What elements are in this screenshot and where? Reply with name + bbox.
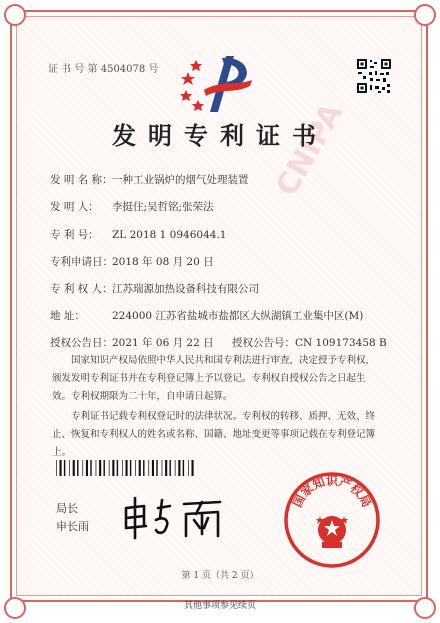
seal-text: 国家知识产权局 [290,473,374,510]
corner-ornament [4,4,26,26]
field-patentee [50,281,259,296]
corner-ornament [414,4,436,26]
barcode-bar [90,460,91,476]
barcode-bar [77,460,78,476]
field-value: ZL 2018 1 0946044.1 [112,229,227,241]
barcode-bar [188,460,189,476]
barcode-bar [99,460,101,476]
barcode-bar [175,460,176,476]
field-value: 一种工业锅炉的烟气处理装置 [112,174,249,186]
field-value: 李挺住;吴哲铭;张荣法 [112,201,214,213]
barcode-bar [86,460,88,476]
field-value: 2018 年 08 月 20 日 [112,256,214,268]
field-label: 专利申请日： [50,256,113,268]
barcode-bar [135,460,136,476]
barcode-bar [69,460,70,476]
barcode-bar [130,460,131,476]
barcode-bar [183,460,184,476]
field-announcement-number [232,335,387,350]
director-title: 局长 [56,502,78,515]
field-value: CN 109173458 B [295,337,387,349]
barcode-bar [170,460,171,476]
footer-note: 其他事项参见续页 [183,601,256,611]
barcode-bar [109,460,110,476]
barcode-bar [156,460,157,476]
field-value: 224000 江苏省盐城市盐都区大纵湖镇工业集中区(M) [112,310,364,322]
barcode-bar [112,460,114,476]
barcode-bar [60,460,62,476]
field-label: 授权公告号： [232,337,295,349]
barcode-bar [73,460,75,476]
field-inventors [50,199,214,214]
field-label: 专 利 号： [50,229,99,241]
field-invention-name [50,172,249,187]
field-grant-date [50,335,214,350]
paragraph-grant-statement: 国家知识产权局依照中华人民共和国专利法进行审查，决定授予专利权，颁发发明专利证书并在专利登记簿上予以登记。专利权自授权公告之日起生效。专利权期限为二十年，自申请日起算。 [52,355,376,402]
certificate-title: 发明专利证书 [112,121,328,150]
barcode-bar [165,460,167,476]
field-label: 地 址： [50,310,85,322]
field-label: 发 明 名 称： [50,174,113,186]
barcode-bar [56,460,57,476]
qr-code-icon [356,58,392,94]
barcode-bar [143,460,144,476]
field-application-date [50,254,214,269]
barcode-bar [178,460,180,476]
barcode-bar [162,460,163,476]
field-label: 专 利 权 人： [50,283,113,295]
field-label: 授权公告日： [50,337,113,349]
field-label: 发 明 人： [50,201,99,213]
cnipa-watermark: CNIPA [269,97,350,203]
barcode-bar [192,460,194,476]
barcode-bar [82,460,83,476]
official-seal-icon [282,470,382,570]
barcode-bar [126,460,128,476]
barcode-bar [64,460,65,476]
handwritten-signature-icon [118,494,228,540]
field-address [50,308,363,323]
barcode-bar [117,460,118,476]
page-number: 第 1 页（共 2 页） [181,571,259,581]
barcode-bar [148,460,149,476]
field-patent-number [50,227,226,242]
svg-text:国家知识产权局 [290,473,374,510]
cnipa-logo-icon [170,50,260,116]
barcode-bar [104,460,105,476]
paragraph-legal-status: 专利证书记载专利权登记时的法律状况。专利权的转移、质押、无效、终止、恢复和专利权人的姓名或名称、国籍、地址变更等事项记载在专利登记簿上。 [52,411,376,458]
barcode-bar [96,460,97,476]
field-value: 江苏瑞源加热设备科技有限公司 [112,283,259,295]
barcode-bar [152,460,154,476]
barcode-bar [122,460,123,476]
director-name: 申长雨 [56,520,89,533]
certificate-number: 证 书 号 第 4504078 号 [48,64,159,75]
barcode-icon [56,460,196,476]
barcode-bar [139,460,141,476]
field-value: 2021 年 06 月 22 日 [112,337,214,349]
